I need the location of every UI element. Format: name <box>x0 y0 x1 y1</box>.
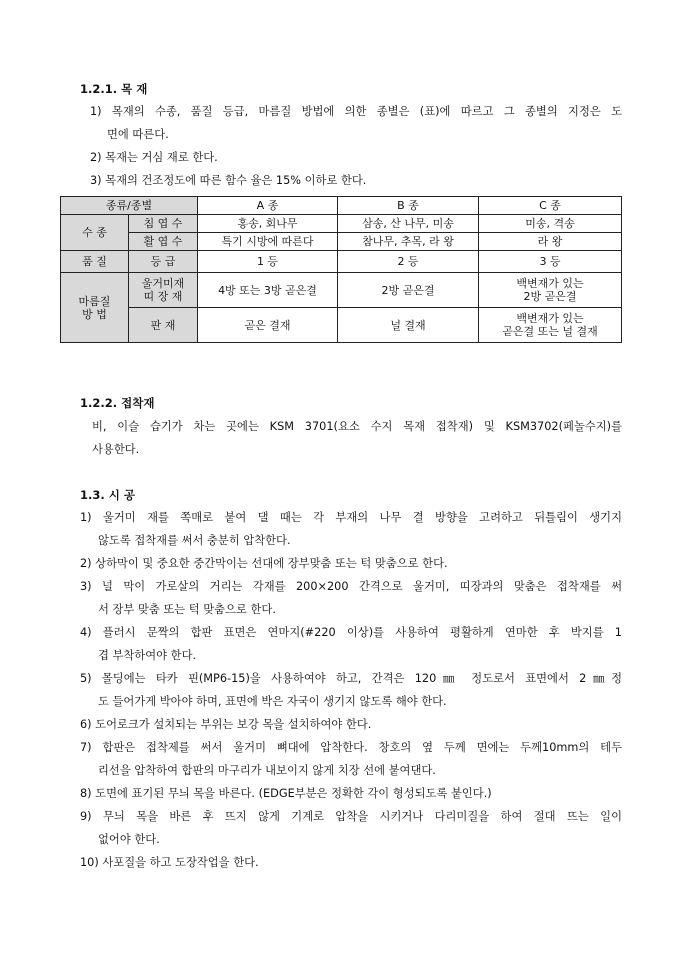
frame-c-line-1: 백변재가 있는 <box>516 277 584 290</box>
conifer-label: 침 엽 수 <box>129 215 198 233</box>
conifer-a: 홍송, 회나무 <box>198 215 338 233</box>
header-grade-c: C 종 <box>479 197 622 215</box>
frame-label-line-1: 울거미재 <box>141 277 185 290</box>
construction-item-7-line-1: 7) 합판은 접착제를 써서 울거미 뼈대에 압착한다. 창호의 옆 두께 면에는 두께10mm의 테두 <box>80 741 622 754</box>
board-c-line-1: 백변재가 있는 <box>516 312 584 325</box>
frame-label-line-2: 띠 장 재 <box>143 290 183 303</box>
frame-c <box>479 273 622 308</box>
wood-spec-table <box>60 196 622 343</box>
cutting-method-label-line-1: 마름질 <box>78 294 111 308</box>
frame-c-line-2: 2방 곧은결 <box>523 290 577 303</box>
frame-b: 2방 곧은결 <box>338 273 479 308</box>
cutting-method-label <box>61 273 129 343</box>
board-label: 판 재 <box>129 308 198 343</box>
section-heading-1-3: 1.3. 시 공 <box>80 488 135 502</box>
header-type-grade: 종류/종별 <box>61 197 198 215</box>
conifer-b: 삼송, 산 나무, 미송 <box>338 215 479 233</box>
construction-item-6: 6) 도어로크가 설치되는 부위는 보강 목을 설치하여야 한다. <box>80 718 372 731</box>
table-row-conifer <box>61 215 622 233</box>
adhesive-line-2: 사용한다. <box>92 443 140 456</box>
table-header-row <box>61 197 622 215</box>
construction-item-9-line-1: 9) 무늬 목을 바른 후 뜨지 않게 기계로 압착을 시키거나 다리미질을 하여 절대 뜨는 일이 <box>80 810 622 823</box>
wood-item-1-line-1: 1) 목재의 수종, 품질 등급, 마름질 방법에 의한 종별은 (표)에 따르고 그 종별의 지정은 도 <box>90 105 622 118</box>
construction-item-3-line-1: 3) 널 막이 가로살의 거리는 각재를 200×200 간격으로 울거미, 띠장과의 맞춤은 접착재를 써 <box>80 580 622 593</box>
table-row-frame <box>61 273 622 308</box>
species-label: 수 종 <box>61 215 129 251</box>
broadleaf-c: 라 왕 <box>479 233 622 251</box>
table-row-board <box>61 308 622 343</box>
board-b: 널 결재 <box>338 308 479 343</box>
construction-item-1-line-1: 1) 울거미 재를 쪽매로 붙여 댈 때는 각 부재의 나무 결 방향을 고려하고 뒤틀림이 생기지 <box>80 511 622 524</box>
wood-item-2: 2) 목재는 거심 재로 한다. <box>90 151 218 164</box>
frame-a: 4방 또는 3방 곧은결 <box>198 273 338 308</box>
construction-item-3-line-2: 서 장부 맞춤 또는 턱 맞춤으로 한다. <box>98 603 276 616</box>
quality-c: 3 등 <box>479 251 622 273</box>
quality-sub-label: 등 급 <box>129 251 198 273</box>
cutting-method-label-line-2: 방 법 <box>82 307 107 321</box>
board-c <box>479 308 622 343</box>
broadleaf-label: 활 엽 수 <box>129 233 198 251</box>
header-grade-b: B 종 <box>338 197 479 215</box>
conifer-c: 미송, 격송 <box>479 215 622 233</box>
broadleaf-b: 참나무, 추목, 라 왕 <box>338 233 479 251</box>
quality-label: 품 질 <box>61 251 129 273</box>
construction-item-7-line-2: 리선을 압착하여 합판의 마구리가 내보이지 않게 치장 선에 붙여댄다. <box>98 764 436 777</box>
adhesive-line-1: 비, 이슬 습기가 차는 곳에는 KSM 3701(요소 수지 목재 접착재) 및 KSM3702(페놀수지)를 <box>92 420 622 433</box>
section-heading-1-2-2: 1.2.2. 접착재 <box>80 396 155 410</box>
table-row-broadleaf <box>61 233 622 251</box>
construction-item-5-line-1: 5) 몰딩에는 타카 핀(MP6-15)을 사용하여야 하고, 간격은 120㎜ 정도로서 표면에서 2㎜정 <box>80 672 622 685</box>
construction-item-5-line-2: 도 들어가게 박아야 하며, 표면에 박은 자국이 생기지 않도록 해야 한다. <box>98 695 447 708</box>
construction-item-4-line-2: 겹 부착하여야 한다. <box>98 649 197 662</box>
construction-item-10: 10) 사포질을 하고 도장작업을 한다. <box>80 856 259 869</box>
construction-item-4-line-1: 4) 플러시 문짝의 합판 표면은 연마지(#220 이상)를 사용하여 평활하게 연마한 후 박지를 1 <box>80 626 622 639</box>
construction-item-1-line-2: 않도록 접착재를 써서 충분히 압착한다. <box>98 534 291 547</box>
board-c-line-2: 곧은결 또는 널 결재 <box>502 325 598 338</box>
board-a: 곧은 결재 <box>198 308 338 343</box>
header-grade-a: A 종 <box>198 197 338 215</box>
construction-item-9-line-2: 없어야 한다. <box>98 833 160 846</box>
wood-item-3: 3) 목재의 건조정도에 따른 함수 율은 15% 이하로 한다. <box>90 174 367 187</box>
frame-label <box>129 273 198 308</box>
table-row-quality <box>61 251 622 273</box>
construction-item-2: 2) 상하막이 및 중요한 중간막이는 선대에 장부맞춤 또는 턱 맞춤으로 한다. <box>80 557 448 570</box>
construction-item-8: 8) 도면에 표기된 무늬 목을 바른다. (EDGE부분은 정확한 각이 형성되도록 붙인다.) <box>80 787 492 800</box>
section-heading-1-2-1: 1.2.1. 목 재 <box>80 82 148 96</box>
quality-a: 1 등 <box>198 251 338 273</box>
broadleaf-a: 특기 시방에 따른다 <box>198 233 338 251</box>
wood-item-1-line-2: 면에 따른다. <box>107 128 169 141</box>
quality-b: 2 등 <box>338 251 479 273</box>
